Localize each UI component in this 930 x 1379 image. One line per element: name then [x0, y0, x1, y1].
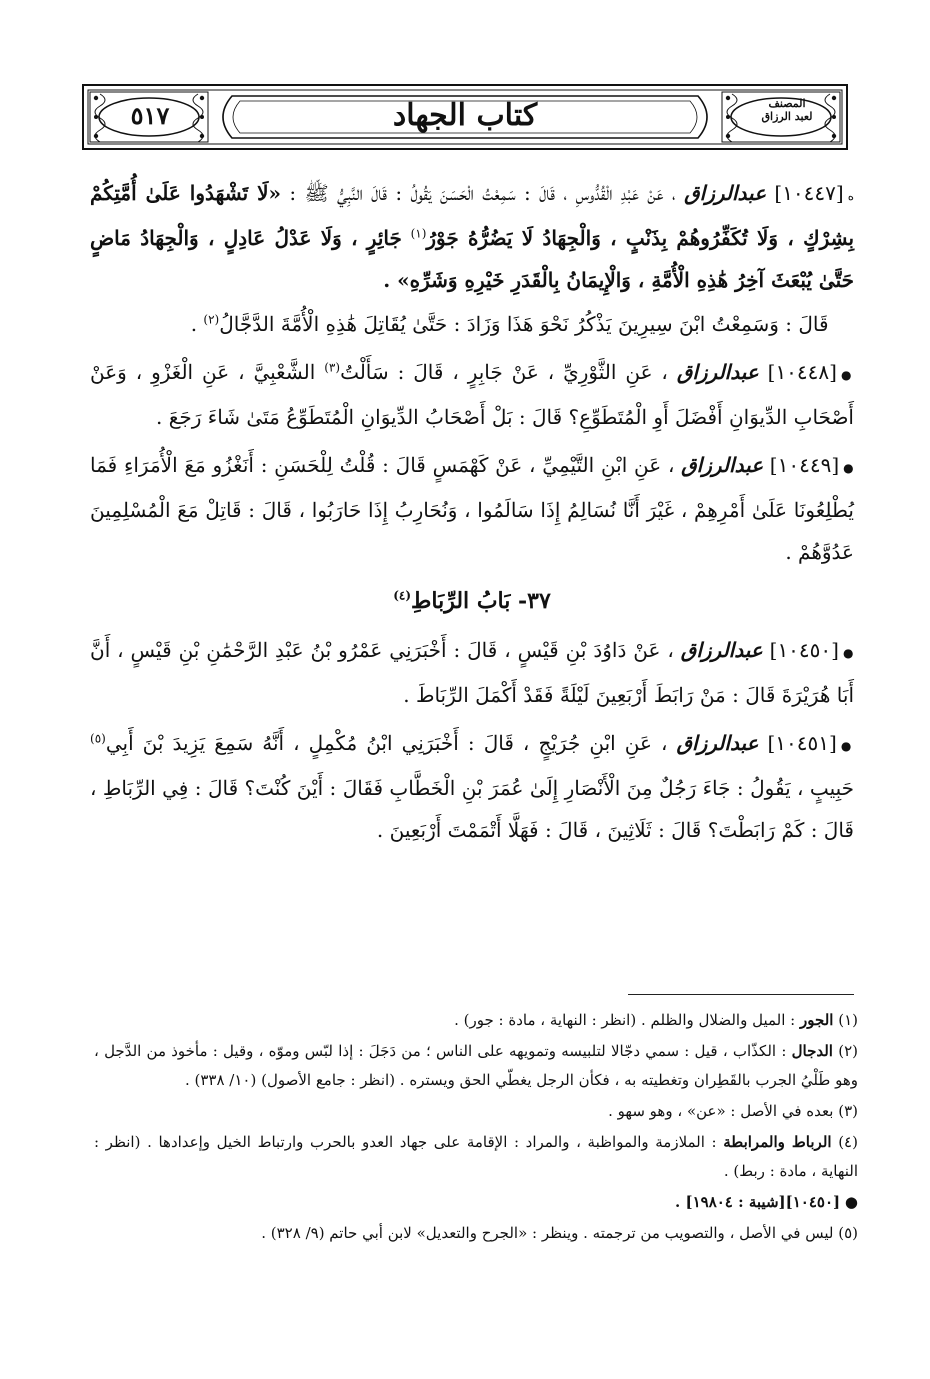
hadith-number: [١٠٤٥١]	[767, 731, 837, 755]
footnote-ref-1: (١)	[410, 226, 427, 241]
narrator-name: عبدالرزاق	[681, 453, 764, 477]
footnote-number: (٢)	[838, 1042, 858, 1060]
narrator-name: عبدالرزاق	[684, 181, 767, 205]
footnote-number: (١)	[838, 1011, 858, 1029]
hadith-quote: «لَا تَشْهَدُوا عَلَىٰ أُمَّتِكُمْ بِشِرْكٍ ، وَلَا تُكَفِّرُوهُمْ بِذَنْبٍ ، وَالْجِهَادُ لَا يَضُرُّهُ جَوْرُ	[90, 181, 855, 250]
footnote-ref-2: (٢)	[203, 312, 220, 327]
narrator-name: عبدالرزاق	[680, 638, 763, 662]
footnotes	[94, 1006, 858, 1250]
page-number: ٥١٧	[130, 101, 170, 130]
hadith-10447-addendum	[90, 303, 854, 345]
paragraph-marker: ●	[843, 461, 854, 475]
footnote-term: الجور	[800, 1011, 834, 1029]
chapter-running-title: كتاب الجهاد	[392, 98, 538, 133]
hadith-quote-continued: جَائِرٍ ، وَلَا عَدْلُ عَادِلٍ ، وَالْجِهَادُ مَاضٍ حَتَّىٰ يُبْعَثَ آخِرُ هَٰذِهِ الْأُمَّةِ ، وَالْإِيمَانُ بِالْقَدَرِ خَيْرِهِ وَشَرِّهِ» .	[90, 226, 854, 292]
paragraph-marker: ●	[840, 739, 854, 753]
book-emblem-line-1: المصنف	[768, 97, 806, 110]
footnote-term: الدجال	[791, 1042, 833, 1060]
chapter-heading	[90, 579, 854, 623]
addendum-text: قَالَ : وَسَمِعْتُ ابْنَ سِيرِينَ يَذْكُرُ نَحْوَ هَذَا وَزَادَ : حَتَّىٰ يُقَاتِلَ هَٰذِهِ الْأُمَّةَ الدَّجَّالُ	[219, 312, 829, 336]
footnote-text: بعده في الأصل : «عن» ، وهو سهو .	[608, 1102, 834, 1120]
hadith-number: [١٠٤٥٠]	[769, 638, 839, 662]
footnote-2	[94, 1037, 858, 1095]
hadith-text: حَبِيبٍ ، يَقُولُ : جَاءَ رَجُلٌ مِنَ الْأَنْصَارِ إِلَىٰ عُمَرَ بْنِ الْخَطَّابِ فَقَالَ : أَيْنَ كُنْتَ؟ قَالَ : فِي الرِّبَاطِ ، قَالَ : كَمْ رَابَطْتَ؟ قَالَ : ثَلَاثِينَ ، قَالَ : فَهَلَّا أَتْمَمْتَ أَرْبَعِينَ .	[90, 776, 855, 842]
footnote-divider	[628, 994, 854, 995]
paragraph-marker: ●	[842, 646, 855, 660]
isnad-text: ، عَنِ الثَّوْرِيِّ ، عَنْ جَابِرٍ ، قَالَ : سَأَلْتُ	[340, 360, 668, 384]
hadith-10449	[90, 444, 854, 573]
paragraph-marker: ●	[840, 368, 854, 382]
addendum-end: .	[190, 312, 204, 336]
chapter-title: ٣٧- بَابُ الرِّبَاطِ	[411, 588, 551, 614]
footnote-3	[94, 1097, 858, 1126]
footnote-number: (٤)	[838, 1133, 858, 1151]
footnote-text: ليس في الأصل ، والتصويب من ترجمته . وينظر : «الجرح والتعديل» لابن أبي حاتم (٩/ ٣٢٨) .	[261, 1224, 834, 1242]
paragraph-marker: ه	[847, 189, 855, 203]
footnote-text: : الملازمة والمواظبة ، والمراد : الإقامة على جهاد العدو بالحرب وارتباط الخيل وإعدادها . (انظر : النهاية ، مادة : ربط) .	[94, 1133, 858, 1180]
hadith-10447	[90, 172, 854, 301]
hadith-number: [١٠٤٤٩]	[769, 453, 840, 477]
narrator-name: عبدالرزاق	[676, 731, 759, 755]
hadith-number: [١٠٤٤٧]	[774, 181, 844, 205]
footnote-5	[94, 1219, 858, 1248]
isnad-text: ، عَنْ عَبْدِ الْقُدُّوسِ ، قَالَ : سَمِعْتُ الْحَسَنَ يَقُولُ : قَالَ النَّبِيُّ ﷺ :	[289, 181, 676, 205]
page-header	[82, 84, 848, 150]
footnote-bullet: ●	[844, 1193, 858, 1211]
footnote-1	[94, 1006, 858, 1035]
hadith-text: ، عَنْ دَاوُدَ بْنِ قَيْسٍ ، قَالَ : أَخْبَرَنِي عَمْرُو بْنُ عَبْدِ الرَّحْمَٰنِ بْنِ قَيْسٍ ، أَنَّ أَبَا هُرَيْرَةَ قَالَ : مَنْ رَابَطَ أَرْبَعِينَ لَيْلَةً فَقَدْ أَكْمَلَ الرِّبَاطَ .	[90, 638, 854, 707]
footnote-ref-3: (٣)	[324, 360, 341, 375]
hadith-10450	[90, 629, 854, 716]
footnote-4	[94, 1128, 858, 1186]
hadith-text: الشَّعْبِيَّ ، عَنِ الْغَزْوِ ، وَعَنْ أَصْحَابِ الدِّيوَانِ أَفْضَلَ أَوِ الْمُتَطَوِّعِ؟ قَالَ : بَلْ أَصْحَابُ الدِّيوَانِ الْمُتَطَوِّعُ مَتَىٰ شَاءَ رَجَعَ .	[90, 360, 854, 429]
footnote-number: (٣)	[838, 1102, 858, 1120]
footnote-text: : الميل والضلال والظلم . (انظر : النهاية ، مادة : جور) .	[454, 1011, 796, 1029]
footnote-source-reference	[94, 1188, 858, 1217]
footnote-number: (٥)	[838, 1224, 858, 1242]
narrator-name: عبدالرزاق	[676, 360, 759, 384]
isnad-text: ، عَنِ ابْنِ جُرَيْجٍ ، قَالَ : أَخْبَرَنِي ابْنُ مُكْمِلٍ ، أَنَّهُ سَمِعَ يَزِيدَ بْنَ أَبِي	[105, 731, 668, 755]
book-emblem-line-2: لعبد الرزاق	[761, 110, 813, 123]
hadith-10451	[90, 722, 854, 851]
hadith-number: [١٠٤٤٨]	[767, 360, 837, 384]
footnote-ref-4: (٤)	[393, 588, 412, 603]
hadith-text: ، عَنِ ابْنِ التَّيْمِيِّ ، عَنْ كَهْمَسٍ قَالَ : قُلْتُ لِلْحَسَنِ : أَنَغْزُو مَعَ الْأُمَرَاءِ فَمَا يُطْلِعُونَا عَلَىٰ أَمْرِهِمْ ، غَيْرَ أَنَّا نُسَالِمُ إِذَا سَالَمُوا ، وَنُحَارِبُ إِذَا حَارَبُوا ، قَالَ : قَاتِلْ مَعَ الْمُسْلِمِينَ عَدُوَّهُمْ .	[90, 453, 854, 564]
hadith-10448	[90, 351, 854, 438]
main-text	[90, 172, 854, 857]
footnote-text: [١٠٤٥٠][شيبة : ١٩٨٠٤] .	[675, 1193, 841, 1211]
footnote-term: الرباط والمرابطة	[723, 1133, 832, 1151]
footnote-text: : الكذّاب ، قيل : سمي دجّالا لتلبيسه وتمويهه على الناس ؛ من دَجَلَ : إذا لبّس وموّه ، وقيل : مأخوذ من الدَّجل ، وهو طَلْيُ الجرب بالقَطِران وتغطيته به ، فكأن الرجل يغطّي الحق ويستره . (انظر : جامع الأصول) (١٠/ ٣٣٨) .	[94, 1042, 858, 1089]
footnote-ref-5: (٥)	[90, 731, 106, 746]
book-emblem	[742, 97, 832, 137]
